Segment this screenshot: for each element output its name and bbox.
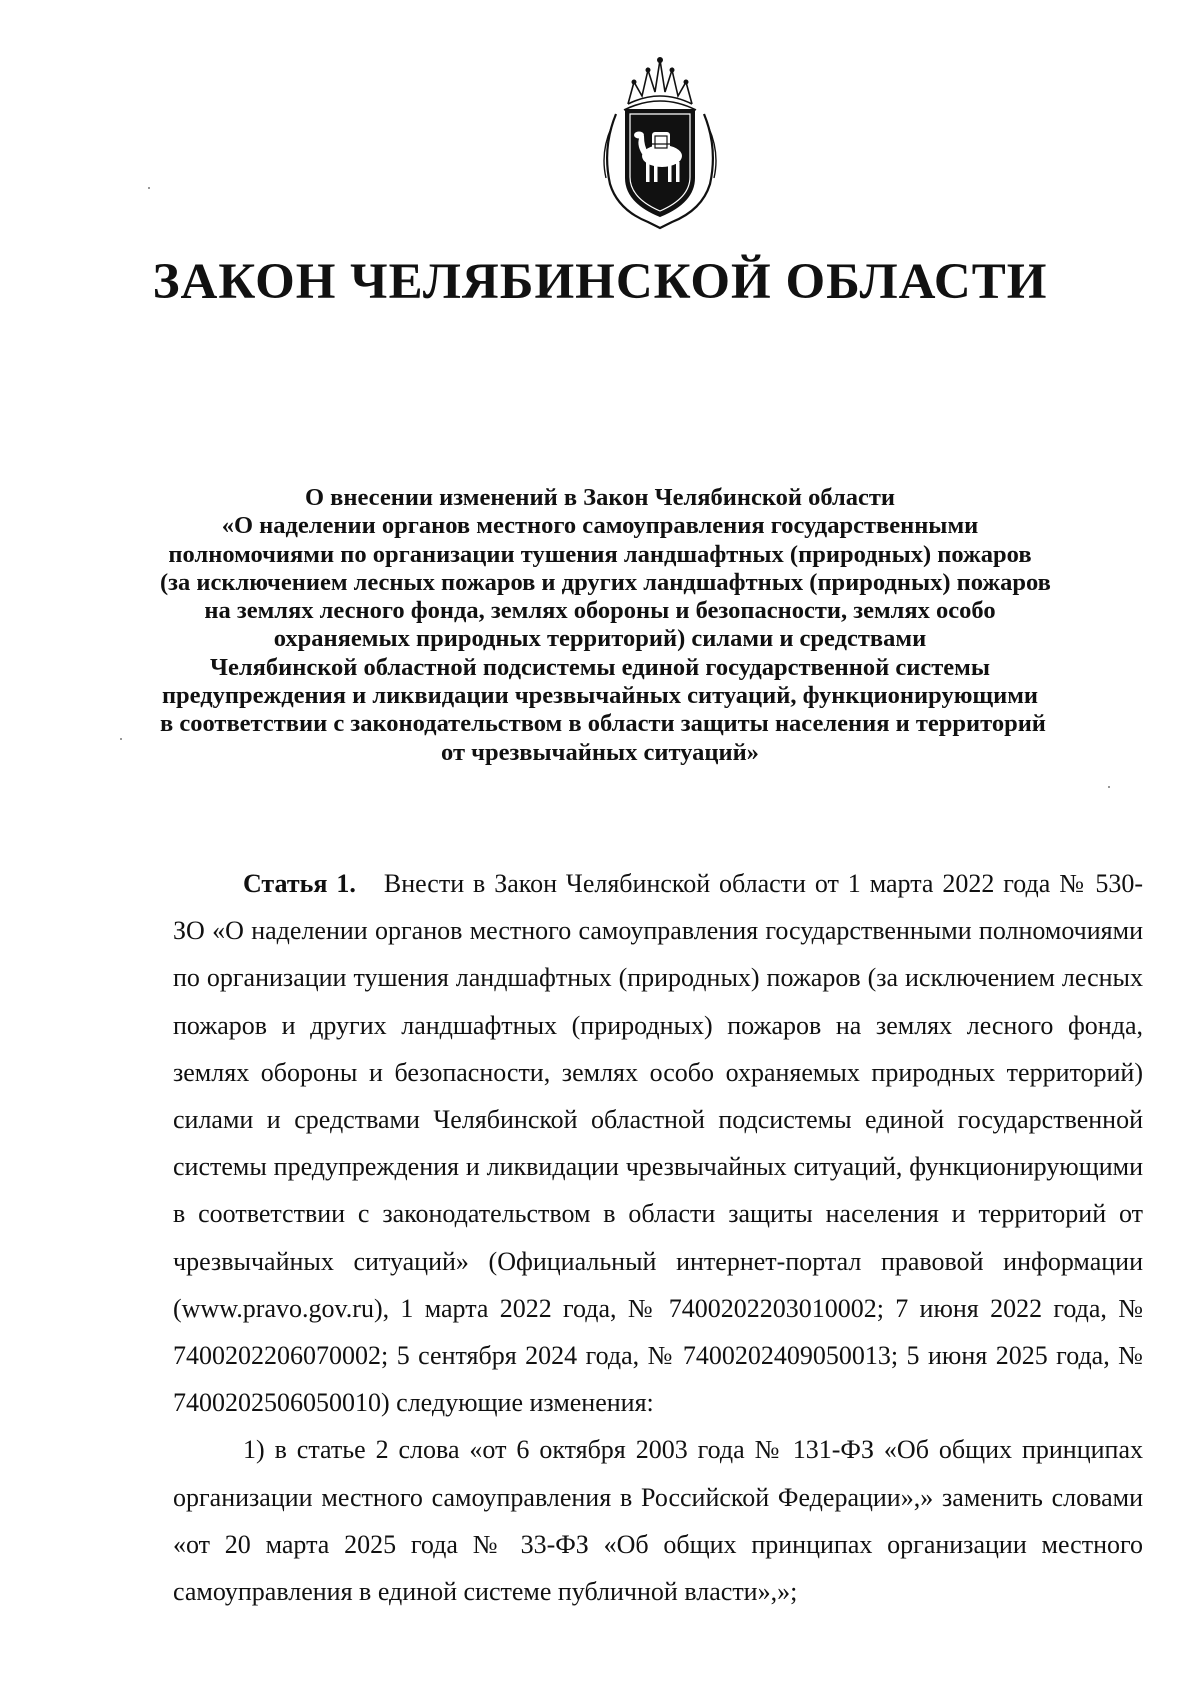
scan-speck [148,187,150,189]
article-1-paragraph [173,860,1143,1426]
law-body [173,860,1143,1615]
subject-line: охраняемых природных территорий) силами и средствами [273,625,927,653]
amendment-item-1: 1) в статье 2 слова «от 6 октября 2003 года № 131-ФЗ «Об общих принципах организации местного самоуправления в Российской Федерации»,» заменить словами «от 20 марта 2025 года № 33-ФЗ «Об общих принципах организации местного самоуправления в единой системе публичной власти»,»; [173,1435,1143,1607]
law-subject-heading [160,484,1051,767]
scan-speck [120,738,122,740]
subject-line: (за исключением лесных пожаров и других ландшафтных (природных) пожаров [160,568,1051,596]
subject-line: О внесении изменений в Закон Челябинской области [304,484,896,511]
subject-line: от чрезвычайных ситуаций» [441,738,759,766]
scan-speck [1108,786,1110,788]
article-text: Внести в Закон Челябинской области от 1 марта 2022 года № 530-ЗО «О наделении органов местного самоуправления государственными полномочиями по организации тушения ландшафтных (природных) пожаров (за исключением лесных пожаров и других ландшафтных (природных) пожаров на землях лесного фонда, землях обороны и безопасности, землях особо охраняемых природных территорий) силами и средствами Челябинской областной подсистемы единой государственной системы предупреждения и ликвидации чрезвычайных ситуаций, функционирующими в соответствии с законодательством в области защиты населения и территорий от чрезвычайных ситуаций» (Официальный интернет-портал правовой информации (www.pravo.gov.ru), 1 марта 2022 года, № 7400202203010002; 7 июня 2022 года, № 7400202206070002; 5 сентября 2024 года, № 7400202409050013; 5 июня 2025 года, № 7400202506050010) следующие изменения: [173,869,1143,1418]
subject-line: «О наделении органов местного самоуправления государственными [221,512,979,540]
subject-line: в соответствии с законодательством в области защиты населения и территорий [160,710,1046,738]
article-label: Статья 1. [243,869,356,898]
subject-line: на землях лесного фонда, землях обороны и безопасности, землях особо [204,597,996,625]
subject-line: предупреждения и ликвидации чрезвычайных ситуаций, функционирующими [161,682,1039,710]
coat-of-arms-icon [588,52,732,230]
subject-line: Челябинской областной подсистемы единой государственной системы [210,653,990,681]
law-title: ЗАКОН ЧЕЛЯБИНСКОЙ ОБЛАСТИ [152,254,1048,310]
subject-line: полномочиями по организации тушения ландшафтных (природных) пожаров [168,540,1032,568]
